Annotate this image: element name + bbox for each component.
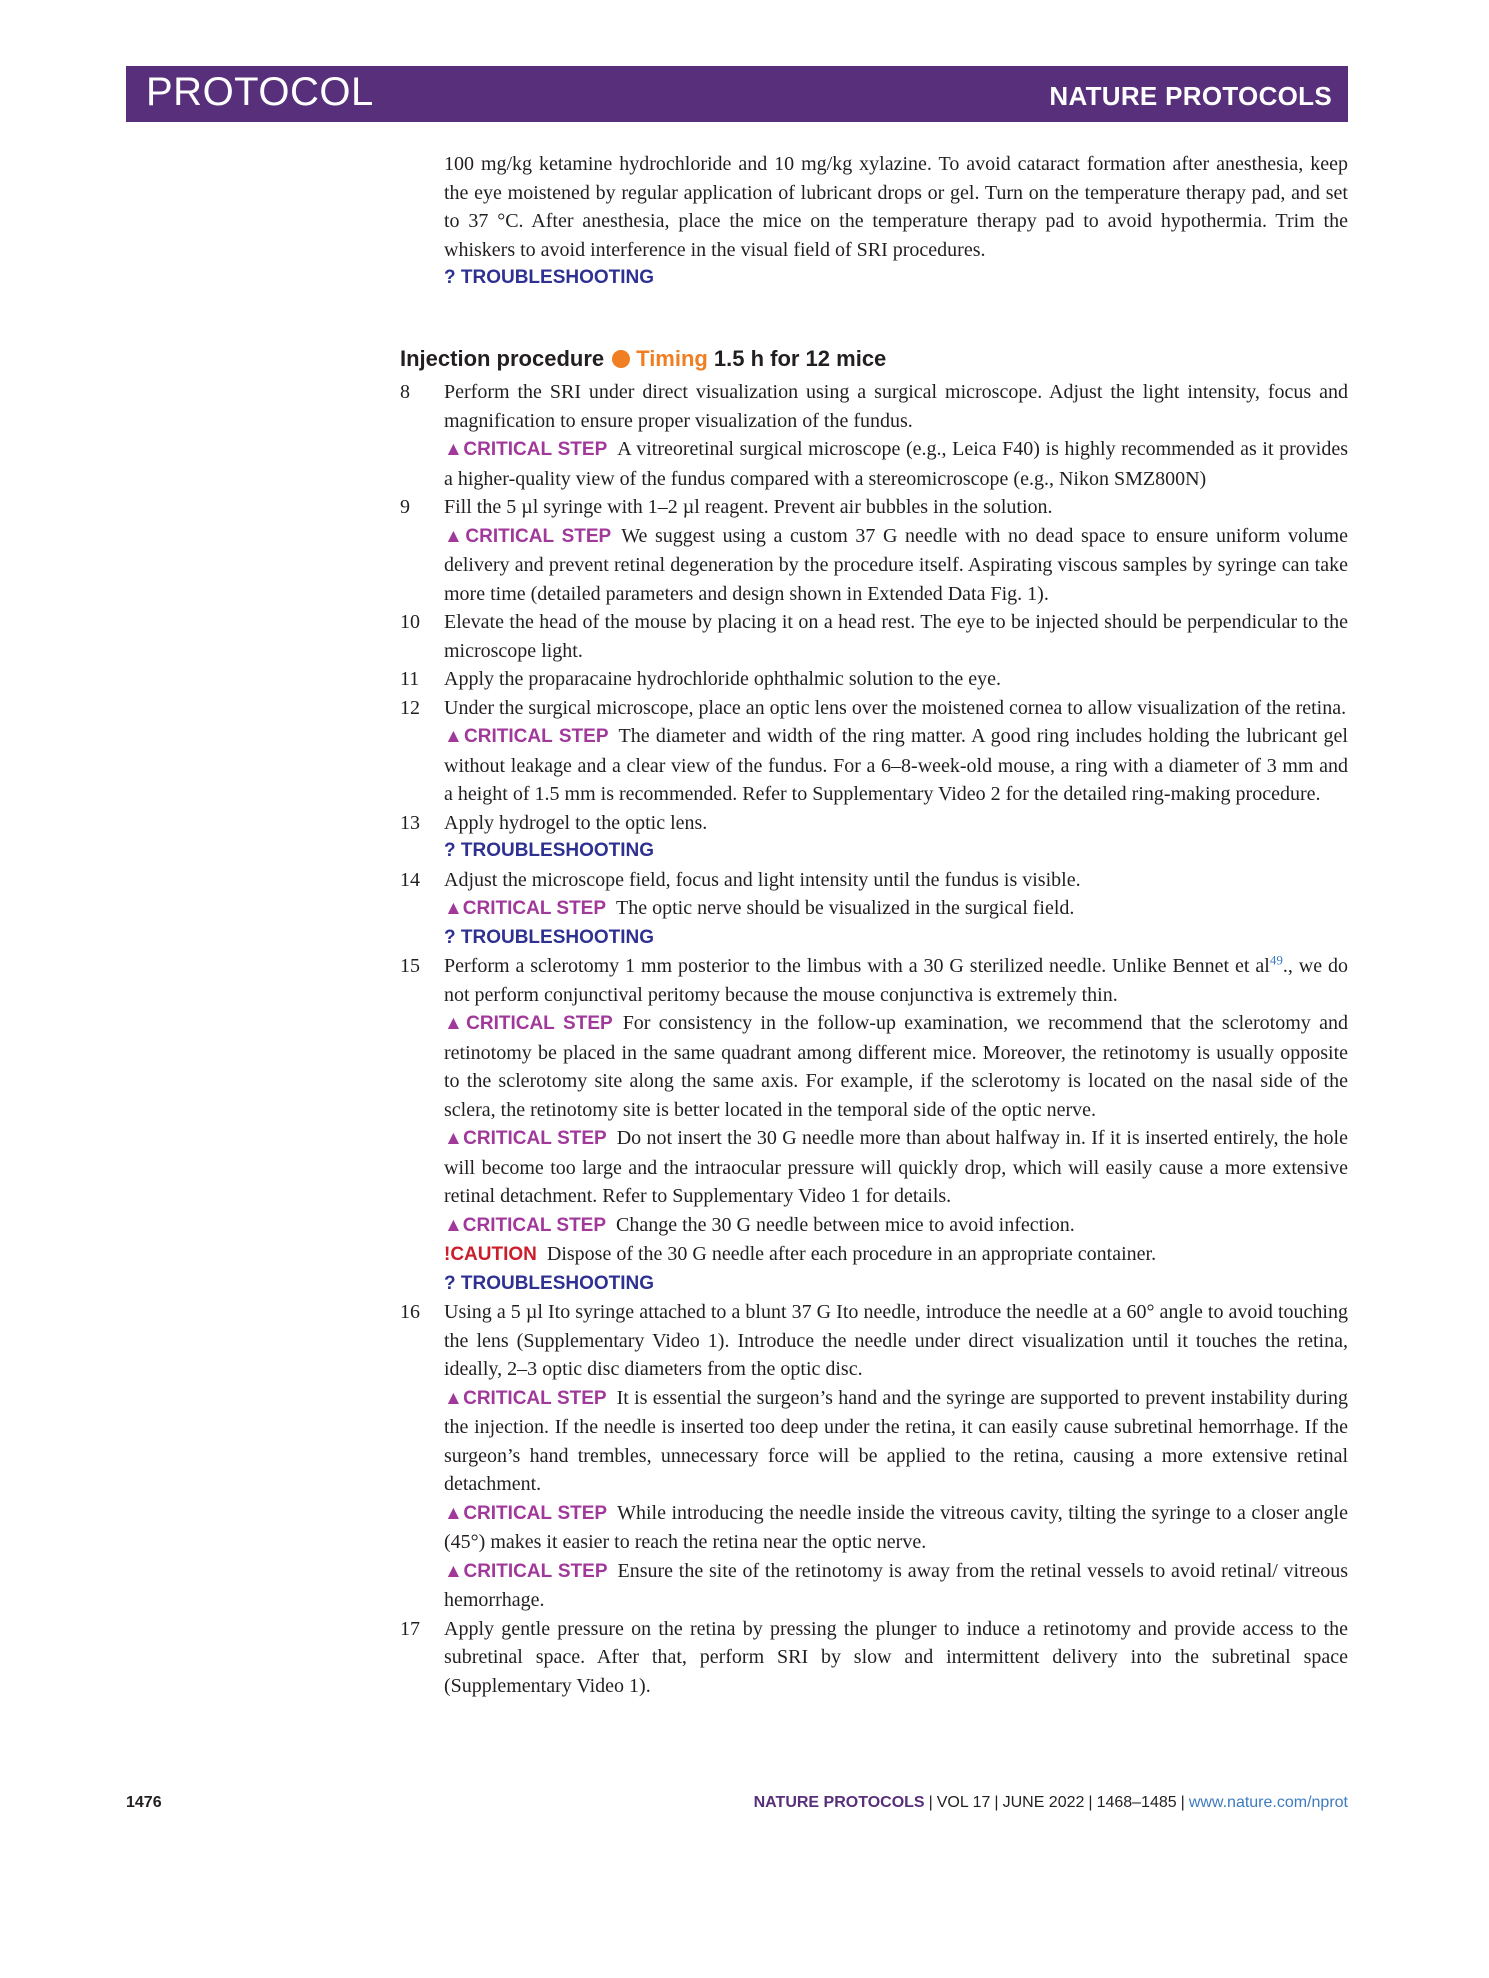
caution-text: Dispose of the 30 G needle after each procedure in an appropriate container. — [546, 1243, 1157, 1265]
critical-step-text: Ensure the site of the retinotomy is away from the retinal vessels to avoid retinal/ vitreous hemorrhage. — [444, 1559, 1348, 1611]
troubleshooting-link[interactable]: ? TROUBLESHOOTING — [444, 1272, 655, 1294]
step-16 — [400, 1298, 1348, 1615]
intro-text: 100 mg/kg ketamine hydrochloride and 10 mg/kg xylazine. To avoid cataract formation after anesthesia, keep the eye moistened by regular application of lubricant drops or gel. Turn on the temperature therapy pad, and set to 37 °C. After anesthesia, place the mice on the temperature therapy pad to avoid hypothermia. Trim the whiskers to avoid interference in the visual field of SRI procedures. — [444, 153, 1348, 261]
step-text: Elevate the head of the mouse by placing it on a head rest. The eye to be injected should be perpendicular to the microscope light. — [444, 611, 1348, 662]
step-17 — [400, 1615, 1348, 1701]
step-text: Apply the proparacaine hydrochloride ophthalmic solution to the eye. — [444, 668, 1002, 690]
section-heading — [400, 346, 886, 372]
step-9 — [400, 493, 1348, 608]
step-text: Adjust the microscope field, focus and light intensity until the fundus is visible. — [444, 868, 1081, 891]
step-number: 8 — [400, 381, 410, 403]
critical-step-text: Change the 30 G needle between mice to avoid infection. — [616, 1213, 1075, 1236]
troubleshooting-link[interactable]: ? TROUBLESHOOTING — [444, 840, 655, 861]
critical-step-label: ▲CRITICAL STEP — [444, 1387, 607, 1409]
step-number: 11 — [400, 668, 420, 690]
footer-url-link[interactable]: www.nature.com/nprot — [1188, 1794, 1348, 1811]
critical-step-text: We suggest using a custom 37 G needle with no dead space to ensure uniform volume delivery and prevent retinal degeneration by the procedure itself. Aspirating viscous samples by syringe can take more time (detailed parameters and design shown in Extended Data Fig. 1). — [444, 524, 1348, 605]
step-text: Perform the SRI under direct visualization using a surgical microscope. Adjust the light intensity, focus and magnification to ensure proper visualization of the fundus. — [444, 381, 1348, 432]
step-number: 10 — [400, 611, 420, 633]
troubleshooting-link[interactable]: ? TROUBLESHOOTING — [444, 267, 655, 288]
critical-step-label: ▲CRITICAL STEP — [444, 1128, 607, 1149]
citation-link[interactable]: 49 — [1269, 952, 1283, 968]
step-number: 13 — [400, 811, 420, 834]
critical-step-text: The diameter and width of the ring matter. A good ring includes holding the lubricant gel without leakage and a clear view of the fundus. For a 6–8-week-old mouse, a ring with a diameter of 3 mm and a height of 1.5 mm is recommended. Refer to Supplementary Video 2 for the detailed ring-making procedure. — [444, 725, 1348, 805]
critical-step-label: ▲CRITICAL STEP — [444, 898, 607, 919]
critical-step — [444, 722, 1348, 809]
critical-step-label: ▲CRITICAL STEP — [444, 726, 609, 747]
footer-citation: NATURE PROTOCOLS | VOL 17 | JUNE 2022 | 1468–1485 | www.nature.com/nprot — [753, 1794, 1348, 1811]
step-text: Fill the 5 µl syringe with 1–2 µl reagent. Prevent air bubbles in the solution. — [444, 496, 1053, 518]
critical-step-label: ▲CRITICAL STEP — [444, 1560, 608, 1582]
step-15 — [400, 952, 1348, 1298]
critical-step-label: ▲CRITICAL STEP — [444, 1013, 613, 1034]
critical-step-text: While introducing the needle inside the vitreous cavity, tilting the syringe to a closer angle (45°) makes it easier to reach the retina near the optic nerve. — [444, 1501, 1348, 1553]
step-text: Perform a sclerotomy 1 mm posterior to the limbus with a 30 G sterilized needle. Unlike Bennet et al$^{49}$., we do not perform conjunctival peritomy because the mouse conjunctiva is extremely thin. — [444, 952, 1348, 1006]
step-number: 15 — [400, 955, 420, 977]
header-protocol-label: PROTOCOL — [146, 70, 374, 114]
footer-date: JUNE 2022 — [1002, 1794, 1085, 1811]
critical-step-text: A vitreoretinal surgical microscope (e.g., Leica F40) is highly recommended as it provides a higher-quality view of the fundus compared with a stereomicroscope (e.g., Nikon SMZ800N) — [444, 438, 1348, 490]
critical-step-label: ▲CRITICAL STEP — [444, 1502, 608, 1524]
step-12 — [400, 694, 1348, 809]
header-journal-name: NATURE PROTOCOLS — [1049, 81, 1332, 111]
procedure-steps — [400, 378, 1348, 1700]
step-text: Apply hydrogel to the optic lens. — [444, 811, 708, 834]
critical-step — [444, 1009, 1348, 1124]
critical-step-label: ▲CRITICAL STEP — [444, 1214, 607, 1236]
critical-step-text: Do not insert the 30 G needle more than about halfway in. If it is inserted entirely, the hole will become too large and the intraocular pressure will quickly drop, which will easily cause a more extensive retinal detachment. Refer to Supplementary Video 1 for details. — [444, 1127, 1348, 1207]
running-header — [126, 66, 1348, 122]
step-14 — [400, 866, 1348, 953]
critical-step-text: For consistency in the follow-up examination, we recommend that the sclerotomy and retinotomy be placed in the same quadrant among different mice. Moreover, the retinotomy is usually opposite to the sclerotomy site along the same axis. For example, if the sclerotomy is located on the nasal side of the sclera, the retinotomy site is better located in the temporal side of the optic nerve. — [444, 1012, 1348, 1121]
step-text: Using a 5 µl Ito syringe attached to a blunt 37 G Ito needle, introduce the needle at a 60° angle to avoid touching the lens (Supplementary Video 1). Introduce the needle under direct visualization until it touches the retina, ideally, 2–3 optic disc diameters from the optic disc. — [444, 1301, 1348, 1380]
page-number: 1476 — [126, 1794, 162, 1811]
step-8 — [400, 378, 1348, 493]
step-10 — [400, 608, 1348, 665]
footer-volume: VOL 17 — [936, 1794, 991, 1811]
critical-step — [444, 522, 1348, 609]
critical-step — [444, 894, 1348, 924]
step-number: 9 — [400, 496, 410, 518]
footer-pages: 1468–1485 — [1096, 1794, 1177, 1811]
critical-step — [444, 1384, 1348, 1499]
timing-dot-icon — [612, 350, 630, 368]
step-11 — [400, 665, 1348, 694]
critical-step — [444, 1557, 1348, 1615]
step-number: 12 — [400, 696, 420, 719]
troubleshooting-link[interactable]: ? TROUBLESHOOTING — [444, 926, 655, 948]
section-title: Injection procedure — [400, 346, 605, 371]
critical-step — [444, 1124, 1348, 1211]
critical-step-label: ▲CRITICAL STEP — [444, 439, 608, 460]
timing-label: Timing — [636, 346, 708, 371]
step-13 — [400, 809, 1348, 866]
timing-value: 1.5 h for 12 mice — [713, 346, 887, 371]
critical-step-text: It is essential the surgeon’s hand and the syringe are supported to prevent instability during the injection. If the needle is inserted too deep under the retina, it can easily cause subretinal hemorrhage. If the surgeon’s hand trembles, unnecessary force will be applied to the retina, causing a more extensive retinal detachment. — [444, 1386, 1348, 1495]
footer-journal: NATURE PROTOCOLS — [753, 1794, 925, 1811]
step-number: 17 — [400, 1617, 420, 1640]
step-text: Under the surgical microscope, place an optic lens over the moistened cornea to allow visualization of the retina. — [444, 696, 1347, 719]
step-text: Apply gentle pressure on the retina by pressing the plunger to induce a retinotomy and provide access to the subretinal space. After that, perform SRI by slow and intermittent delivery into the subretinal space (Supplementary Video 1). — [444, 1617, 1348, 1697]
critical-step — [444, 435, 1348, 493]
critical-step-label: ▲CRITICAL STEP — [444, 525, 612, 547]
intro-paragraph — [444, 150, 1348, 293]
step-number: 16 — [400, 1301, 420, 1323]
caution-label: !CAUTION — [444, 1244, 537, 1265]
caution-note — [444, 1240, 1348, 1270]
critical-step — [444, 1499, 1348, 1557]
critical-step — [444, 1211, 1348, 1241]
step-number: 14 — [400, 868, 420, 891]
critical-step-text: The optic nerve should be visualized in the surgical field. — [616, 897, 1075, 919]
